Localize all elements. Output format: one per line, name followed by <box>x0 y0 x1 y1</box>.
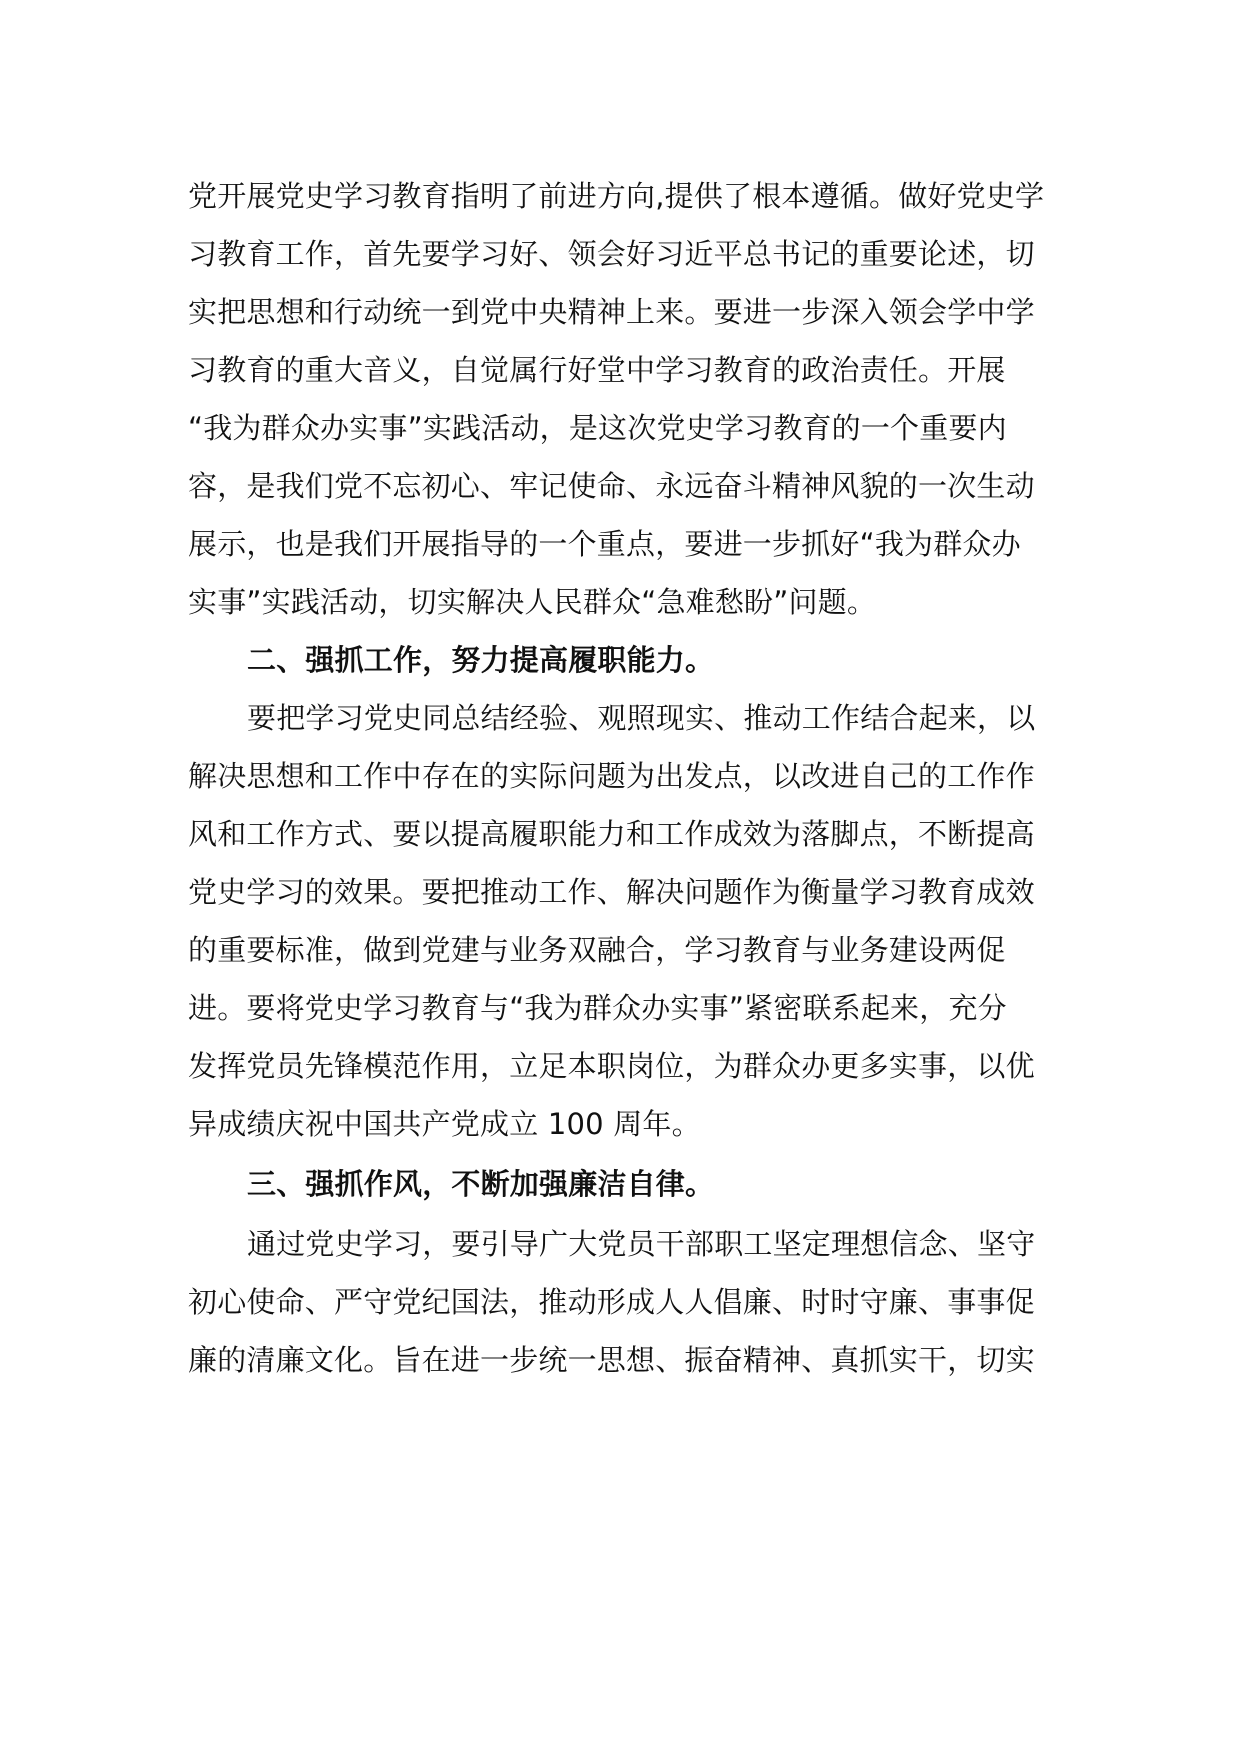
body-line: “我为群众办实事”实践活动，是这次党史学习教育的一个重要内 <box>188 411 1007 445</box>
body-line: 通过党史学习，要引导广大党员干部职工坚定理想信念、坚守 <box>247 1227 1036 1261</box>
section-heading-2: 二、强抓工作，努力提高履职能力。 <box>247 643 715 677</box>
body-line: 初心使命、严守党纪国法，推动形成人人倡廉、时时守廉、事事促 <box>188 1285 1035 1319</box>
body-line: 党史学习的效果。要把推动工作、解决问题作为衡量学习教育成效 <box>188 875 1035 909</box>
body-line: 解决思想和工作中存在的实际问题为出发点，以改进自己的工作作 <box>188 759 1035 793</box>
section-heading-3: 三、强抓作风，不断加强廉洁自律。 <box>247 1167 715 1201</box>
body-line: 习教育工作，首先要学习好、领会好习近平总书记的重要论述，切 <box>188 237 1035 271</box>
body-line: 容，是我们党不忘初心、牢记使命、永远奋斗精神风貌的一次生动 <box>188 469 1035 503</box>
body-line: 展示，也是我们开展指导的一个重点，要进一步抓好“我为群众办 <box>188 527 1021 561</box>
body-line: 进。要将党史学习教育与“我为群众办实事”紧密联系起来，充分 <box>188 991 1007 1025</box>
body-line: 习教育的重大音义，自觉属行好堂中学习教育的政治责任。开展 <box>188 353 1006 387</box>
body-line: 风和工作方式、要以提高履职能力和工作成效为落脚点，不断提高 <box>188 817 1035 851</box>
body-line: 发挥党员先锋模范作用，立足本职岗位，为群众办更多实事，以优 <box>188 1049 1035 1083</box>
body-line: 党开展党史学习教育指明了前进方向,提供了根本遵循。做好党史学 <box>188 179 1045 213</box>
body-line: 廉的清廉文化。旨在进一步统一思想、振奋精神、真抓实干，切实 <box>188 1343 1035 1377</box>
body-line: 的重要标准，做到党建与业务双融合，学习教育与业务建设两促 <box>188 933 1006 967</box>
body-line: 要把学习党史同总结经验、观照现实、推动工作结合起来，以 <box>247 701 1036 735</box>
body-line: 异成绩庆祝中国共产党成立 100 周年。 <box>188 1107 701 1141</box>
body-line: 实事”实践活动，切实解决人民群众“急难愁盼”问题。 <box>188 585 877 619</box>
body-line: 实把思想和行动统一到党中央精神上来。要进一步深入领会学中学 <box>188 295 1035 329</box>
